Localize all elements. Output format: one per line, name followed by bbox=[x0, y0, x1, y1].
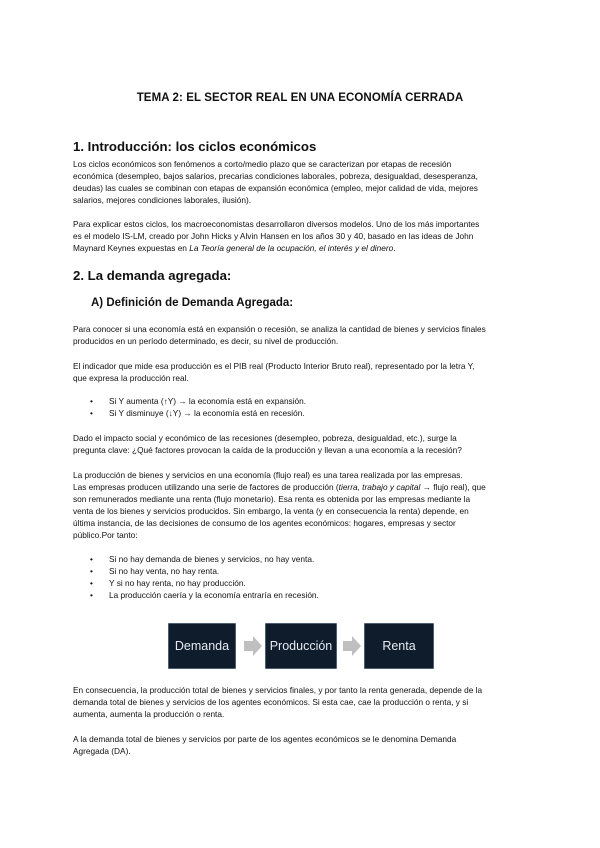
section-2-paragraph-6 bbox=[73, 733, 525, 757]
text-line: Dado el impacto social y económico de las recesiones (desempleo, pobreza, desigualdad, etc.), surge la bbox=[73, 433, 457, 443]
text-line: Para explicar estos ciclos, los macroeconomistas desarrollaron diversos modelos. Uno de los más importantes bbox=[73, 219, 480, 229]
text-line: última instancia, de las decisiones de consumo de los agentes económicos: hogares, empresas y sector bbox=[73, 518, 456, 528]
list-item: • Y si no hay renta, no hay producción. bbox=[73, 577, 525, 589]
text-line: venta de los bienes y servicios producidos. Sin embargo, la venta (y en consecuencia la renta) depende, en bbox=[73, 506, 469, 516]
text-line: pregunta clave: ¿Qué factores provocan la caída de la producción y llevan a una economía a la recesión? bbox=[73, 445, 462, 455]
section-1-paragraph-1 bbox=[73, 158, 525, 206]
text-line: son remunerados mediante una renta (flujo monetario). Esa renta es obtenida por las empresas mediante la bbox=[73, 494, 471, 504]
section-2-paragraph-2 bbox=[73, 360, 525, 384]
section-2-paragraph-5 bbox=[73, 684, 525, 720]
document-title: TEMA 2: EL SECTOR REAL EN UNA ECONOMÍA CERRADA bbox=[136, 92, 464, 104]
text-span: . bbox=[393, 243, 396, 253]
flow-box-renta: Renta bbox=[364, 623, 434, 669]
text-span: → flujo real), que bbox=[420, 482, 486, 492]
text-line: que expresa la producción real. bbox=[73, 373, 189, 383]
list-item: • Si no hay venta, no hay renta. bbox=[73, 565, 525, 577]
text-span: Las empresas producen utilizando una serie de factores de producción ( bbox=[73, 482, 339, 492]
factors-italic: tierra, trabajo y capital bbox=[338, 482, 421, 492]
section-2-paragraph-4 bbox=[73, 469, 525, 541]
text-line bbox=[73, 242, 525, 254]
text-line: Para conocer si una economía está en expansión o recesión, se analiza la cantidad de bienes y servicios finales bbox=[73, 324, 486, 334]
text-line: económica (desempleo, bajos salarios, precarias condiciones laborales, pobreza, desigualdad, desesperanza, bbox=[73, 171, 478, 181]
section-2-heading: 2. La demanda agregada: bbox=[73, 268, 232, 283]
text-line bbox=[73, 481, 525, 493]
section-1-paragraph-2 bbox=[73, 218, 525, 254]
text-line: aumenta, aumenta la producción o renta. bbox=[73, 709, 225, 719]
text-line: es el modelo IS-LM, creado por John Hicks y Alvin Hansen en los años 30 y 40, basado en las ideas de John bbox=[73, 231, 474, 241]
section-2-paragraph-3 bbox=[73, 432, 525, 456]
list-item: • Si no hay demanda de bienes y servicios, no hay venta. bbox=[73, 553, 525, 565]
text-line: A la demanda total de bienes y servicios por parte de los agentes económicos se le denomina Demanda bbox=[73, 734, 457, 744]
subsection-a-heading: A) Definición de Demanda Agregada: bbox=[91, 297, 294, 309]
list-item: • La producción caería y la economía entraría en recesión. bbox=[73, 589, 525, 601]
flow-diagram bbox=[168, 623, 434, 669]
book-title: La Teoría general de la ocupación, el interés y el dinero bbox=[189, 243, 394, 253]
text-line: La producción de bienes y servicios en una economía (flujo real) es una tarea realizada por las empresas. bbox=[73, 470, 463, 480]
text-line: Los ciclos económicos son fenómenos a corto/medio plazo que se caracterizan por etapas de recesión bbox=[73, 159, 452, 169]
text-line: deudas) las cuales se combinan con etapas de expansión económica (empleo, mejor calidad de vida, mejores bbox=[73, 183, 478, 193]
text-line: En consecuencia, la producción total de bienes y servicios finales, y por tanto la renta generada, depende de la bbox=[73, 685, 483, 695]
flow-box-demanda: Demanda bbox=[168, 623, 236, 669]
section-2-paragraph-1 bbox=[73, 323, 525, 347]
list-item: • Si Y disminuye (↓Y) → la economía está en recesión. bbox=[73, 407, 525, 419]
bullet-list-1 bbox=[73, 395, 525, 419]
text-line: demanda total de bienes y servicios de los agentes económicos. Si esta cae, cae la producción o renta, y si bbox=[73, 697, 469, 707]
section-1-heading: 1. Introducción: los ciclos económicos bbox=[73, 139, 317, 154]
list-item: • Si Y aumenta (↑Y) → la economía está en expansión. bbox=[73, 395, 525, 407]
text-line: El indicador que mide esa producción es el PIB real (Producto Interior Bruto real), representado por la letra Y, bbox=[73, 361, 475, 371]
text-line: público.Por tanto: bbox=[73, 530, 138, 540]
text-span: Maynard Keynes expuestas en bbox=[73, 243, 190, 253]
bullet-list-2 bbox=[73, 553, 525, 601]
text-line: Agregada (DA). bbox=[73, 746, 131, 756]
text-line: salarios, mejores condiciones laborales, ilusión). bbox=[73, 195, 252, 205]
text-line: producidos en un período determinado, es decir, su nivel de producción. bbox=[73, 336, 339, 346]
flow-box-produccion: Producción bbox=[265, 623, 337, 669]
